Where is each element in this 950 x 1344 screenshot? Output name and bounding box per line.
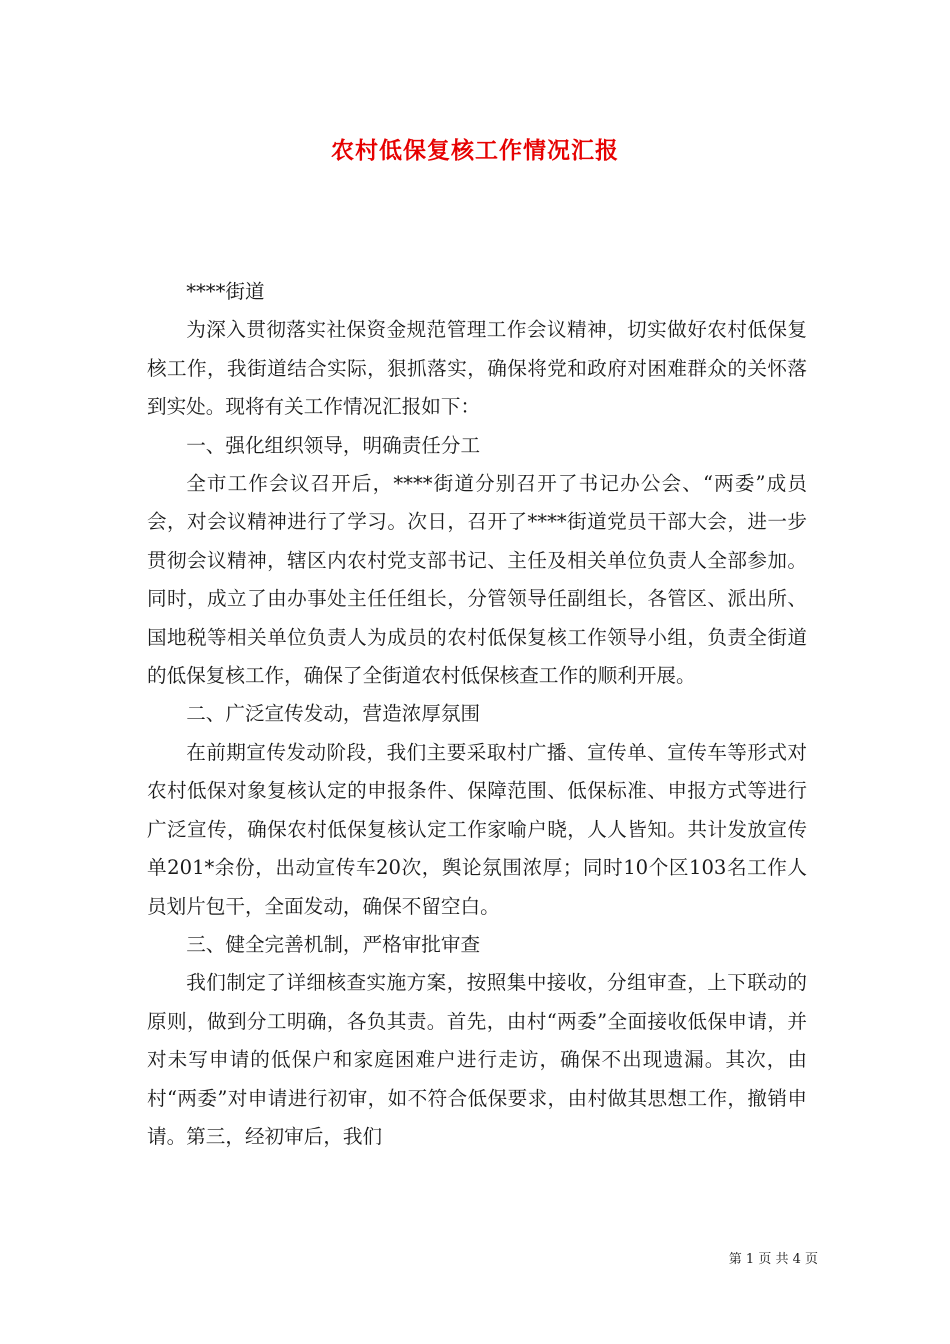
page-number: 第 1 页 共 4 页 [728, 1252, 818, 1267]
document-title: 农村低保复核工作情况汇报 [331, 137, 619, 164]
paragraph-section-2: 在前期宣传发动阶段，我们主要采取村广播、宣传单、宣传车等形式对农村低保对象复核认定的申报条件、保障范围、低保标准、申报方式等进行广泛宣传，确保农村低保复核认定工作家喻户晓，人人皆知。共计发放宣传单201*余份，出动宣传车20次，舆论氛围浓厚；同时10个区103名工作人员划片包干，全面发动，确保不留空白。 [147, 740, 807, 918]
paragraph-addressee: ****街道 [186, 280, 265, 303]
paragraph-section-1: 全市工作会议召开后，****街道分别召开了书记办公会、“两委”成员会，对会议精神进行了学习。次日，召开了****街道党员干部大会，进一步贯彻会议精神，辖区内农村党支部书记、主任及相关单位负责人全部参加。同时，成立了由办事处主任任组长，分管领导任副组长，各管区、派出所、国地税等相关单位负责人为成员的农村低保复核工作领导小组，负责全街道的低保复核工作，确保了全街道农村低保核查工作的顺利开展。 [147, 472, 807, 688]
section-heading-2: 二、广泛宣传发动，营造浓厚氛围 [186, 702, 481, 726]
paragraph-section-3: 我们制定了详细核查实施方案，按照集中接收，分组审查，上下联动的原则，做到分工明确，各负其责。首先，由村“两委”全面接收低保申请，并对未写申请的低保户和家庭困难户进行走访，确保不出现遗漏。其次，由村“两委”对申请进行初审，如不符合低保要求，由村做其思想工作，撤销申请。第三，经初审后，我们 [147, 971, 807, 1148]
document-body [147, 273, 807, 1156]
section-heading-1: 一、强化组织领导，明确责任分工 [186, 433, 481, 457]
paragraph-intro: 为深入贯彻落实社保资金规范管理工作会议精神，切实做好农村低保复核工作，我街道结合实际，狠抓落实，确保将党和政府对困难群众的关怀落到实处。现将有关工作情况汇报如下： [147, 318, 807, 419]
section-heading-3: 三、健全完善机制，严格审批审查 [186, 932, 481, 956]
